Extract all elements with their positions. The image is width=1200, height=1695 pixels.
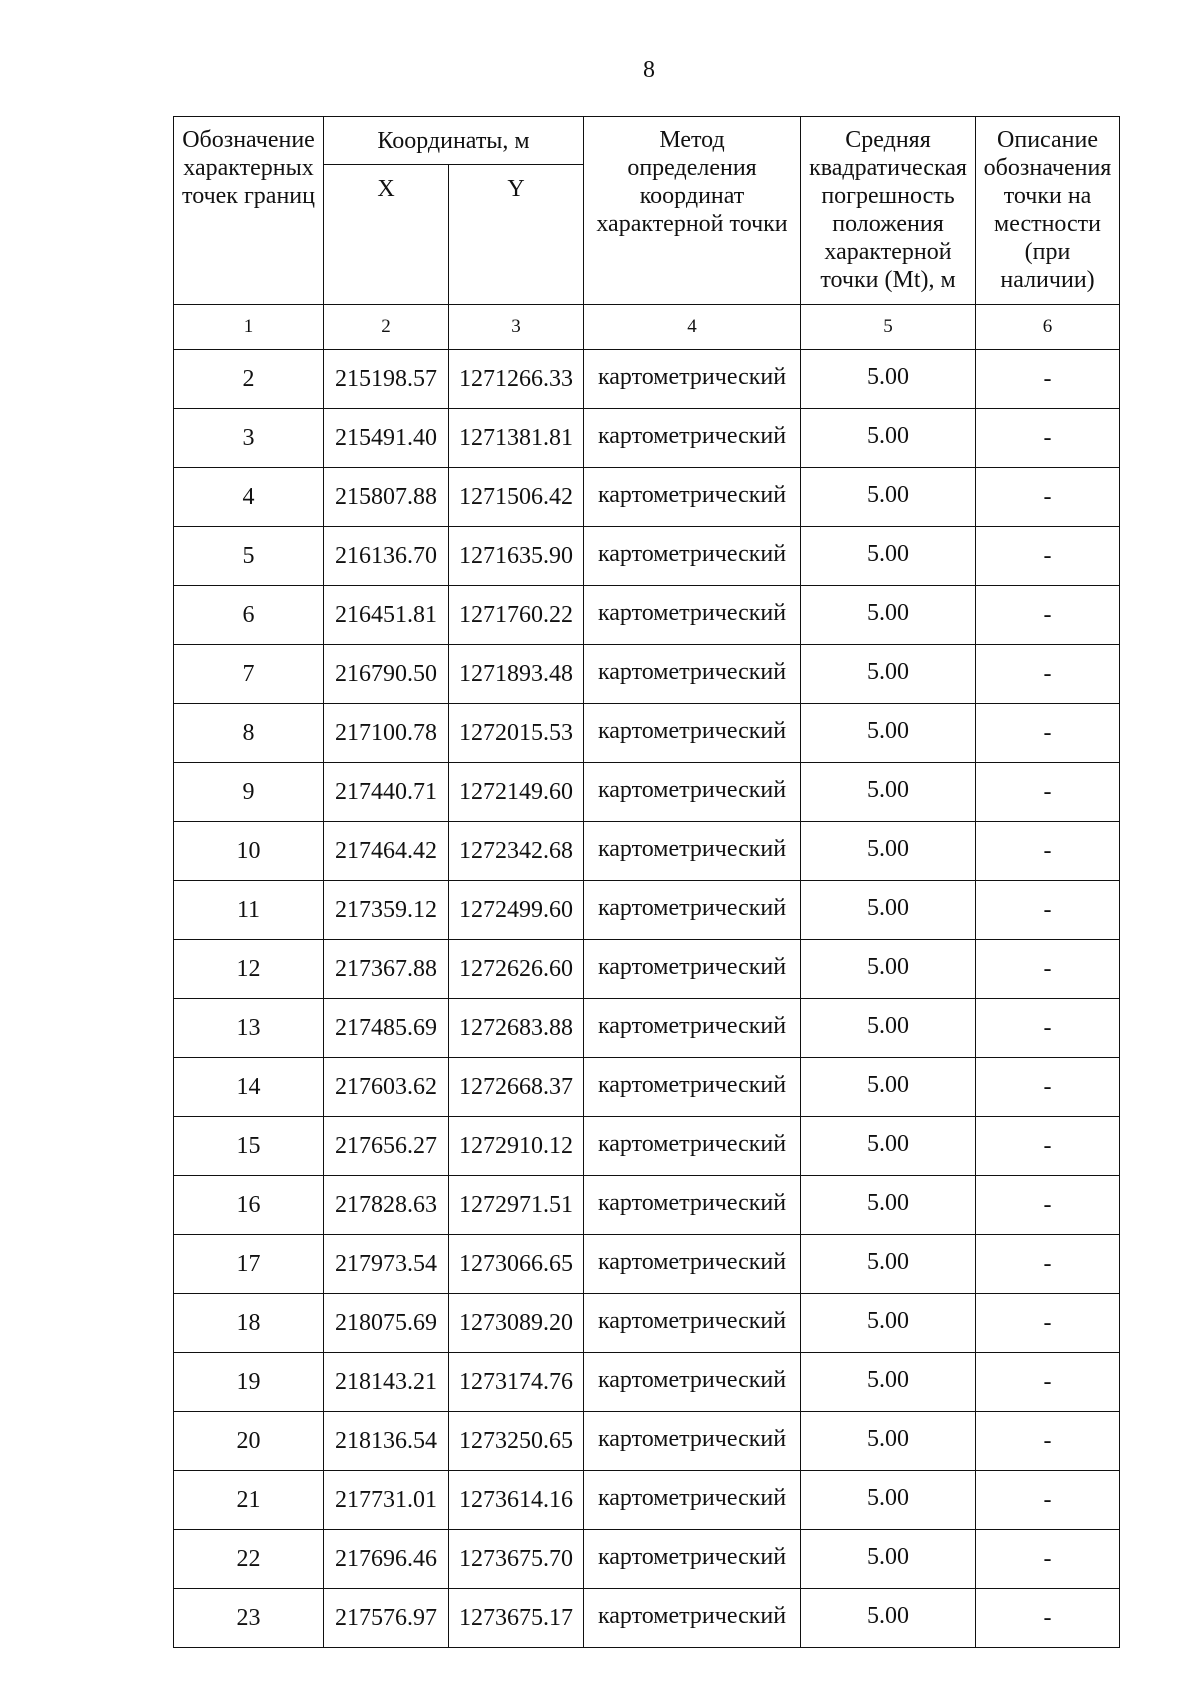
column-number-row (174, 305, 1120, 350)
x-coordinate-cell: 217731.01 (324, 1471, 449, 1530)
error-cell: 5.00 (801, 1589, 976, 1648)
x-coordinate-cell: 217359.12 (324, 881, 449, 940)
y-coordinate-cell: 1272149.60 (449, 763, 584, 822)
method-cell: картометрический (584, 1589, 801, 1648)
y-coordinate-cell: 1271635.90 (449, 527, 584, 586)
table-row (174, 409, 1120, 468)
y-coordinate-cell: 1273066.65 (449, 1235, 584, 1294)
error-cell: 5.00 (801, 704, 976, 763)
point-id-cell: 13 (174, 999, 324, 1058)
method-cell: картометрический (584, 1353, 801, 1412)
description-cell: - (976, 940, 1120, 999)
description-cell: - (976, 1353, 1120, 1412)
y-coordinate-cell: 1273614.16 (449, 1471, 584, 1530)
x-coordinate-cell: 217828.63 (324, 1176, 449, 1235)
error-cell: 5.00 (801, 1294, 976, 1353)
point-designation-header: Обозначение характерных точек границ (174, 117, 324, 305)
method-cell: картометрический (584, 1471, 801, 1530)
description-cell: - (976, 763, 1120, 822)
error-cell: 5.00 (801, 940, 976, 999)
table-row (174, 1235, 1120, 1294)
description-cell: - (976, 1117, 1120, 1176)
error-cell: 5.00 (801, 1471, 976, 1530)
table-row (174, 468, 1120, 527)
y-coordinate-cell: 1273089.20 (449, 1294, 584, 1353)
x-coordinate-cell: 217696.46 (324, 1530, 449, 1589)
x-coordinate-cell: 215807.88 (324, 468, 449, 527)
header-row-top (174, 117, 1120, 165)
point-id-cell: 23 (174, 1589, 324, 1648)
column-number: 6 (976, 305, 1120, 350)
table-row (174, 350, 1120, 409)
y-coordinate-cell: 1272971.51 (449, 1176, 584, 1235)
method-cell: картометрический (584, 409, 801, 468)
table-row (174, 1412, 1120, 1471)
table-row (174, 1589, 1120, 1648)
x-coordinate-cell: 215198.57 (324, 350, 449, 409)
point-id-cell: 7 (174, 645, 324, 704)
description-cell: - (976, 822, 1120, 881)
table-row (174, 1294, 1120, 1353)
y-coordinate-cell: 1273675.17 (449, 1589, 584, 1648)
error-cell: 5.00 (801, 645, 976, 704)
method-cell: картометрический (584, 940, 801, 999)
point-id-cell: 15 (174, 1117, 324, 1176)
y-coordinate-cell: 1272683.88 (449, 999, 584, 1058)
point-id-cell: 22 (174, 1530, 324, 1589)
table-row (174, 999, 1120, 1058)
table-body (174, 305, 1120, 1648)
method-cell: картометрический (584, 881, 801, 940)
error-cell: 5.00 (801, 409, 976, 468)
description-cell: - (976, 1471, 1120, 1530)
x-coordinate-cell: 216790.50 (324, 645, 449, 704)
point-id-cell: 19 (174, 1353, 324, 1412)
table-row (174, 1471, 1120, 1530)
method-cell: картометрический (584, 645, 801, 704)
y-coordinate-cell: 1273250.65 (449, 1412, 584, 1471)
description-cell: - (976, 881, 1120, 940)
error-cell: 5.00 (801, 1058, 976, 1117)
point-id-cell: 8 (174, 704, 324, 763)
method-cell: картометрический (584, 468, 801, 527)
description-cell: - (976, 645, 1120, 704)
y-coordinate-cell: 1272499.60 (449, 881, 584, 940)
description-cell: - (976, 586, 1120, 645)
x-coordinate-cell: 217576.97 (324, 1589, 449, 1648)
column-number: 1 (174, 305, 324, 350)
table-row (174, 645, 1120, 704)
description-header: Описание обозначения точки на местности (при наличии) (976, 117, 1120, 305)
x-coordinate-cell: 217464.42 (324, 822, 449, 881)
description-cell: - (976, 527, 1120, 586)
x-coordinate-cell: 217367.88 (324, 940, 449, 999)
method-cell: картометрический (584, 1058, 801, 1117)
error-cell: 5.00 (801, 881, 976, 940)
method-cell: картометрический (584, 999, 801, 1058)
point-id-cell: 20 (174, 1412, 324, 1471)
table-row (174, 704, 1120, 763)
point-id-cell: 18 (174, 1294, 324, 1353)
point-id-cell: 14 (174, 1058, 324, 1117)
column-number: 3 (449, 305, 584, 350)
table-row (174, 1176, 1120, 1235)
table-row (174, 527, 1120, 586)
description-cell: - (976, 350, 1120, 409)
error-cell: 5.00 (801, 586, 976, 645)
error-cell: 5.00 (801, 1117, 976, 1176)
y-coordinate-cell: 1272015.53 (449, 704, 584, 763)
error-cell: 5.00 (801, 1353, 976, 1412)
method-cell: картометрический (584, 1412, 801, 1471)
point-id-cell: 6 (174, 586, 324, 645)
y-coordinate-cell: 1271760.22 (449, 586, 584, 645)
description-cell: - (976, 1235, 1120, 1294)
x-coordinate-cell: 217603.62 (324, 1058, 449, 1117)
column-number: 2 (324, 305, 449, 350)
x-coordinate-cell: 215491.40 (324, 409, 449, 468)
page-number: 8 (643, 57, 655, 83)
table-row (174, 1530, 1120, 1589)
point-id-cell: 12 (174, 940, 324, 999)
point-id-cell: 16 (174, 1176, 324, 1235)
y-coordinate-cell: 1271266.33 (449, 350, 584, 409)
point-id-cell: 5 (174, 527, 324, 586)
x-coordinate-cell: 218143.21 (324, 1353, 449, 1412)
x-coordinate-cell: 217656.27 (324, 1117, 449, 1176)
y-coordinate-cell: 1272910.12 (449, 1117, 584, 1176)
error-cell: 5.00 (801, 1530, 976, 1589)
point-id-cell: 4 (174, 468, 324, 527)
description-cell: - (976, 468, 1120, 527)
y-coordinate-cell: 1272342.68 (449, 822, 584, 881)
y-coordinate-cell: 1271381.81 (449, 409, 584, 468)
x-coordinate-cell: 216136.70 (324, 527, 449, 586)
table-row (174, 940, 1120, 999)
description-cell: - (976, 999, 1120, 1058)
error-cell: 5.00 (801, 1235, 976, 1294)
table-row (174, 1353, 1120, 1412)
method-cell: картометрический (584, 527, 801, 586)
point-id-cell: 11 (174, 881, 324, 940)
x-coordinate-cell: 217485.69 (324, 999, 449, 1058)
point-id-cell: 17 (174, 1235, 324, 1294)
description-cell: - (976, 1294, 1120, 1353)
x-coordinate-header: X (324, 165, 449, 305)
description-cell: - (976, 704, 1120, 763)
x-coordinate-cell: 216451.81 (324, 586, 449, 645)
method-cell: картометрический (584, 1235, 801, 1294)
y-coordinate-cell: 1273174.76 (449, 1353, 584, 1412)
error-header: Средняя квадратическая погрешность положения характерной точки (Mt), м (801, 117, 976, 305)
description-cell: - (976, 409, 1120, 468)
point-id-cell: 21 (174, 1471, 324, 1530)
error-cell: 5.00 (801, 999, 976, 1058)
y-coordinate-cell: 1271893.48 (449, 645, 584, 704)
x-coordinate-cell: 217440.71 (324, 763, 449, 822)
table-row (174, 1058, 1120, 1117)
table-row (174, 1117, 1120, 1176)
table-row (174, 822, 1120, 881)
description-cell: - (976, 1589, 1120, 1648)
x-coordinate-cell: 217100.78 (324, 704, 449, 763)
table-header (174, 117, 1120, 305)
point-id-cell: 9 (174, 763, 324, 822)
method-cell: картометрический (584, 1530, 801, 1589)
method-header: Метод определения координат характерной точки (584, 117, 801, 305)
x-coordinate-cell: 217973.54 (324, 1235, 449, 1294)
method-cell: картометрический (584, 1294, 801, 1353)
x-coordinate-cell: 218075.69 (324, 1294, 449, 1353)
method-cell: картометрический (584, 1176, 801, 1235)
y-coordinate-cell: 1271506.42 (449, 468, 584, 527)
table-row (174, 881, 1120, 940)
method-cell: картометрический (584, 1117, 801, 1176)
coordinates-header: Координаты, м (324, 117, 584, 165)
column-number: 4 (584, 305, 801, 350)
description-cell: - (976, 1530, 1120, 1589)
y-coordinate-cell: 1272626.60 (449, 940, 584, 999)
description-cell: - (976, 1176, 1120, 1235)
method-cell: картометрический (584, 822, 801, 881)
column-number: 5 (801, 305, 976, 350)
error-cell: 5.00 (801, 527, 976, 586)
method-cell: картометрический (584, 704, 801, 763)
table-row (174, 763, 1120, 822)
description-cell: - (976, 1058, 1120, 1117)
x-coordinate-cell: 218136.54 (324, 1412, 449, 1471)
y-coordinate-cell: 1272668.37 (449, 1058, 584, 1117)
point-id-cell: 10 (174, 822, 324, 881)
y-coordinate-header: Y (449, 165, 584, 305)
point-id-cell: 2 (174, 350, 324, 409)
error-cell: 5.00 (801, 822, 976, 881)
error-cell: 5.00 (801, 1412, 976, 1471)
point-id-cell: 3 (174, 409, 324, 468)
method-cell: картометрический (584, 586, 801, 645)
table-row (174, 586, 1120, 645)
error-cell: 5.00 (801, 763, 976, 822)
error-cell: 5.00 (801, 468, 976, 527)
method-cell: картометрический (584, 763, 801, 822)
y-coordinate-cell: 1273675.70 (449, 1530, 584, 1589)
boundary-points-table (173, 116, 1120, 1648)
error-cell: 5.00 (801, 1176, 976, 1235)
description-cell: - (976, 1412, 1120, 1471)
error-cell: 5.00 (801, 350, 976, 409)
method-cell: картометрический (584, 350, 801, 409)
